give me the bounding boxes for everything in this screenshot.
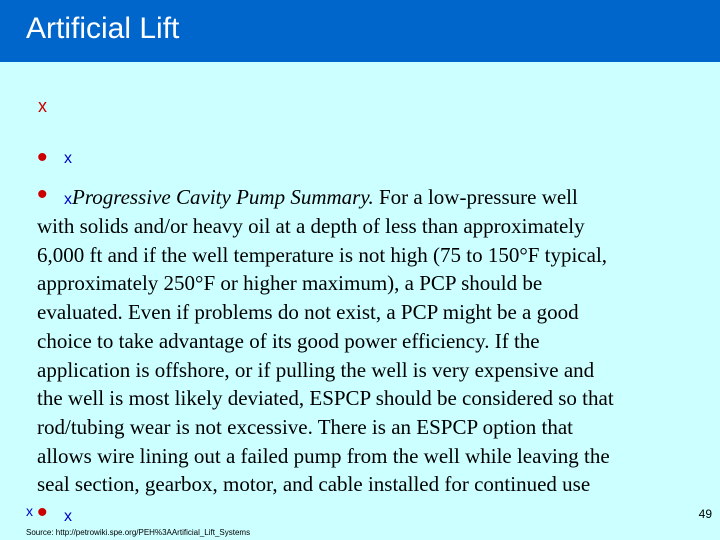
marker-x: x bbox=[64, 508, 72, 525]
marker-x: x bbox=[26, 503, 33, 519]
body-line: 6,000 ft and if the well temperature is not high (75 to 150°F typical, bbox=[37, 242, 608, 267]
summary-heading-rest: For a low-pressure well bbox=[373, 185, 578, 209]
summary-first-line bbox=[64, 183, 578, 215]
body-line: the well is most likely deviated, ESPCP should be considered so that bbox=[37, 386, 614, 411]
bullet-icon: • bbox=[37, 178, 48, 211]
marker-x: x bbox=[64, 191, 72, 208]
page-number: 49 bbox=[698, 507, 712, 521]
summary-body bbox=[37, 212, 707, 499]
source-citation: Source: http://petrowiki.spe.org/PEH%3AArtificial_Lift_Systems bbox=[26, 528, 251, 537]
bullet-icon: • bbox=[37, 496, 48, 529]
bullet-icon: • bbox=[37, 141, 48, 174]
marker-x: x bbox=[64, 150, 72, 167]
slide-title: Artificial Lift bbox=[26, 12, 180, 45]
body-line: approximately 250°F or higher maximum), a PCP should be bbox=[37, 271, 543, 296]
marker-x: x bbox=[38, 96, 47, 116]
body-line: seal section, gearbox, motor, and cable installed for continued use bbox=[37, 472, 591, 497]
body-line: with solids and/or heavy oil at a depth of less than approximately bbox=[37, 214, 585, 238]
summary-heading: Progressive Cavity Pump Summary. bbox=[72, 185, 374, 209]
body-line: choice to take advantage of its good power efficiency. If the bbox=[37, 328, 540, 353]
body-line: rod/tubing wear is not excessive. There is an ESPCP option that bbox=[37, 414, 574, 439]
body-line: allows wire lining out a failed pump from the well while leaving the bbox=[37, 443, 610, 468]
body-line: application is offshore, or if pulling the well is very expensive and bbox=[37, 357, 595, 382]
body-line: evaluated. Even if problems do not exist, a PCP might be a good bbox=[37, 300, 579, 325]
